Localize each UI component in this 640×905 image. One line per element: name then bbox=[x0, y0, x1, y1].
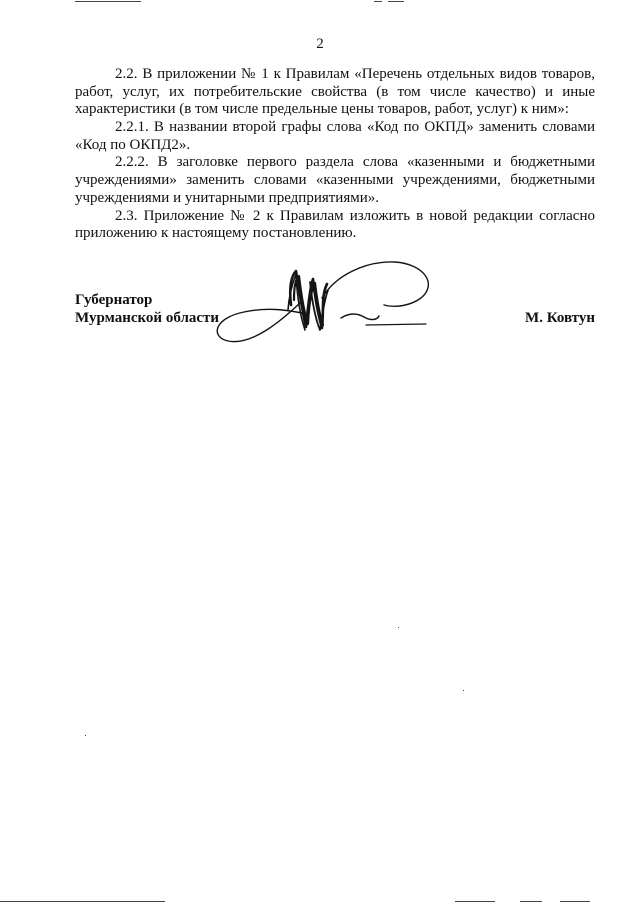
paragraph-2-2-1-line: 2.2.1. В названии второй графы слова «Код по ОКПД» заменить словами bbox=[115, 119, 595, 136]
scan-mark-top-left bbox=[75, 1, 141, 2]
scan-mark-bottom-left bbox=[0, 901, 165, 902]
signatory-title-line1: Губернатор bbox=[75, 292, 153, 308]
scan-dot bbox=[398, 627, 399, 628]
paragraph-2-3-line: 2.3. Приложение № 2 к Правилам изложить в новой редакции согласно bbox=[115, 207, 595, 224]
scan-dot bbox=[463, 690, 464, 691]
paragraph-2-2-2-line: учреждениями и унитарными предприятиями». bbox=[75, 189, 380, 206]
paragraph-2-2-1-line: «Код по ОКПД2». bbox=[75, 136, 191, 153]
paragraph-2-2-2-line: учреждениями» заменить словами «казенными учреждениями, бюджетными bbox=[75, 172, 595, 189]
scan-dot bbox=[85, 735, 86, 736]
handwritten-signature bbox=[200, 250, 450, 355]
scan-mark-bottom-right-2 bbox=[520, 901, 542, 902]
scan-mark-top-center-2 bbox=[388, 1, 404, 2]
scan-mark-top-center bbox=[374, 1, 382, 2]
signatory-name: М. Ковтун bbox=[525, 310, 595, 326]
paragraph-2-2-line: характеристики (в том числе предельные цены товаров, работ, услуг) к ним»: bbox=[75, 101, 569, 118]
signatory-title-line2: Мурманской области bbox=[75, 310, 220, 326]
paragraph-2-2-line: 2.2. В приложении № 1 к Правилам «Перечень отдельных видов товаров, bbox=[115, 66, 595, 82]
scan-mark-bottom-right-3 bbox=[560, 901, 590, 902]
paragraph-2-2-line: работ, услуг, их потребительские свойства (в том числе качество) и иные bbox=[75, 83, 595, 100]
scan-mark-bottom-right bbox=[455, 901, 495, 902]
paragraph-2-2-2-line: 2.2.2. В заголовке первого раздела слова «казенными и бюджетными bbox=[115, 154, 595, 171]
page-number: 2 bbox=[316, 36, 324, 52]
body-text bbox=[75, 66, 595, 243]
paragraph-2-3-line: приложению к настоящему постановлению. bbox=[75, 225, 357, 242]
